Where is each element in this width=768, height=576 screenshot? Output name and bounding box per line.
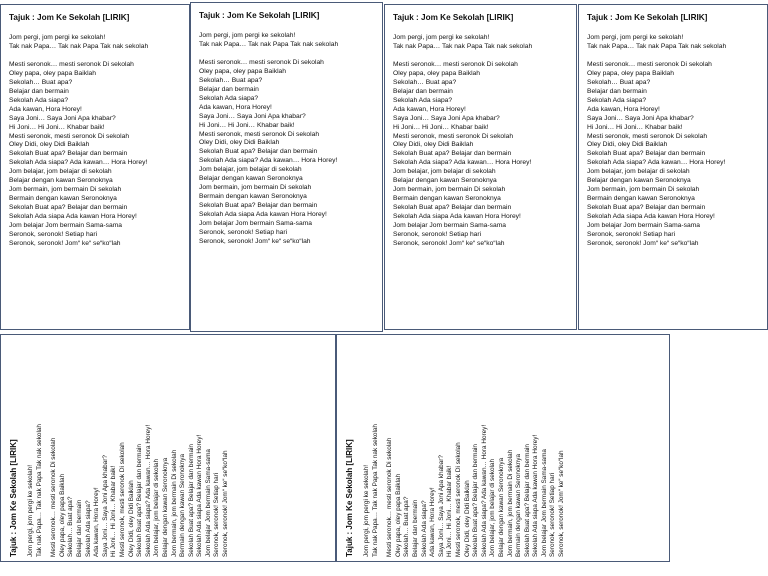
lyric-line: Sekolah Ada siapa? Ada kawan… Hora Horey! xyxy=(587,159,726,167)
lyric-title: Tajuk : Jom Ke Sekolah [LIRIK] xyxy=(587,13,708,22)
lyric-line: Sekolah Ada siapa? xyxy=(420,500,428,557)
lyric-line: Belajar dengan kawan Seronoknya xyxy=(587,177,691,185)
lyric-line: Oley papa, oley papa Baiklah xyxy=(9,69,96,77)
lyric-card-3 xyxy=(384,4,577,330)
lyric-line: Mesti seronok, mesti seronok Di sekolah xyxy=(199,130,320,138)
lyric-line: Sekolah… Buat apa? xyxy=(587,78,651,86)
lyric-line: Hi Joni… Hi Joni… Khabar baik! xyxy=(9,123,105,131)
lyric-line: Sekolah Ada siapa? xyxy=(9,96,69,104)
lyric-line: Seronok, seronok! Jom“ ke“ se“ko“lah xyxy=(393,239,505,247)
stanza-2 xyxy=(393,61,572,249)
lyric-line: Oley Didi, oley Didi Baiklah xyxy=(463,480,471,557)
lyric-line: Mesti seronok, mesti seronok Di sekolah xyxy=(9,132,130,140)
lyric-line: Belajar dengan kawan Seronoknya xyxy=(199,175,303,183)
lyric-line: Jom belajar Jom bermain Sama-sama xyxy=(540,449,548,557)
lyric-line: Sekolah Ada siapa Ada kawan Hora Horey! xyxy=(196,434,204,557)
lyric-line: Sekolah… Buat apa? xyxy=(67,496,75,557)
lyric-line: Oley Didi, oley Didi Baiklah xyxy=(393,141,474,149)
lyric-card-1 xyxy=(0,4,190,330)
lyric-line: Sekolah Ada siapa? xyxy=(84,500,92,557)
stanza-2 xyxy=(386,343,566,557)
lyric-line: Seronok, seronok! Setiap hari xyxy=(549,472,557,557)
lyric-line: Tak nak Papa… Tak nak Papa Tak nak sekolah xyxy=(9,42,149,50)
lyric-line: Oley Didi, oley Didi Baiklah xyxy=(9,141,90,149)
lyric-line: Sekolah Ada siapa? Ada kawan… Hora Horey! xyxy=(480,424,488,557)
lyric-line: Sekolah Buat apa? Belajar dan bermain xyxy=(393,204,512,212)
lyric-line: Saya Joni… Saya Joni Apa khabar? xyxy=(9,114,116,122)
lyric-line: Saya Joni… Saya Joni Apa khabar? xyxy=(199,112,306,120)
lyric-line: Seronok, seronok! Setiap hari xyxy=(9,231,98,239)
lyric-card-content xyxy=(191,3,382,251)
stanza-1 xyxy=(9,34,185,52)
lyric-line: Mesti seronok, mesti seronok Di sekolah xyxy=(454,442,462,557)
lyric-card-2 xyxy=(190,2,383,332)
lyric-line: Jom pergi, jom pergi ke sekolah! xyxy=(393,34,490,41)
lyric-line: Ada kawan, Hora Horey! xyxy=(429,487,437,557)
lyric-line: Hi Joni… Hi Joni… Khabar baik! xyxy=(393,123,489,131)
lyric-line: Mesti seronok, mesti seronok Di sekolah xyxy=(393,132,514,140)
lyric-line: Seronok, seronok! Setiap hari xyxy=(213,472,221,557)
lyric-line: Jom belajar Jom bermain Sama-sama xyxy=(9,222,122,230)
lyric-line: Sekolah Ada siapa Ada kawan Hora Horey! xyxy=(393,213,521,221)
lyric-line: Belajar dan bermain xyxy=(75,499,83,557)
lyric-card-content xyxy=(337,339,571,562)
lyric-line: Jom belajar, jom belajar di sekolah xyxy=(393,168,496,176)
lyric-line: Seronok, seronok! Jom“ ke“ se“ko“lah xyxy=(558,450,566,557)
lyric-line: Jom pergi, jom pergi ke sekolah! xyxy=(363,465,370,557)
lyric-line: Sekolah Buat apa? Belajar dan bermain xyxy=(472,444,480,557)
lyric-line: Saya Joni… Saya Joni Apa khabar? xyxy=(587,114,694,122)
lyric-line: Oley Didi, oley Didi Baiklah xyxy=(587,141,668,149)
lyric-line: Seronok, seronok! Jom“ ke“ se“ko“lah xyxy=(587,239,699,247)
lyric-line: Bermain dengan kawan Seronoknya xyxy=(515,453,523,557)
lyric-line: Sekolah Ada siapa? xyxy=(587,96,647,104)
lyric-line: Seronok, seronok! Setiap hari xyxy=(199,229,288,237)
lyric-line: Jom belajar Jom bermain Sama-sama xyxy=(204,449,212,557)
lyric-line: Sekolah Ada siapa Ada kawan Hora Horey! xyxy=(9,213,137,221)
lyric-line: Sekolah Buat apa? Belajar dan bermain xyxy=(136,444,144,557)
stanza-1 xyxy=(393,34,572,52)
lyric-line: Jom belajar, jom belajar di sekolah xyxy=(153,458,161,557)
lyric-card-content xyxy=(1,5,189,253)
lyric-line: Sekolah Buat apa? Belajar dan bermain xyxy=(199,148,318,156)
stanza-1 xyxy=(27,343,44,557)
lyric-line: Sekolah Ada siapa Ada kawan Hora Horey! xyxy=(532,434,540,557)
lyric-card-rotated-1 xyxy=(0,334,336,562)
lyric-line: Belajar dengan kawan Seronoknya xyxy=(161,457,169,557)
lyric-line: Mesti seronok… mesti seronok Di sekolah xyxy=(9,60,134,68)
lyric-line: Sekolah Ada siapa? Ada kawan… Hora Horey! xyxy=(199,157,338,165)
lyric-line: Saya Joni… Saya Joni Apa khabar? xyxy=(101,455,109,557)
lyric-line: Sekolah Buat apa? Belajar dan bermain xyxy=(199,202,318,210)
lyric-line: Sekolah Buat apa? Belajar dan bermain xyxy=(587,150,706,158)
lyric-line: Jom belajar Jom bermain Sama-sama xyxy=(199,220,312,228)
lyric-line: Mesti seronok, mesti seronok Di sekolah xyxy=(118,442,126,557)
lyric-line: Ada kawan, Hora Horey! xyxy=(93,487,101,557)
lyric-title: Tajuk : Jom Ke Sekolah [LIRIK] xyxy=(199,11,320,20)
lyric-line: Sekolah Buat apa? Belajar dan bermain xyxy=(587,204,706,212)
lyric-line: Jom bermain, jom bermain Di sekolah xyxy=(587,186,700,194)
stanza-1 xyxy=(587,34,763,52)
lyric-title: Tajuk : Jom Ke Sekolah [LIRIK] xyxy=(9,439,18,557)
lyric-line: Ada kawan, Hora Horey! xyxy=(9,105,82,113)
lyric-line: Saya Joni… Saya Joni Apa khabar? xyxy=(393,114,500,122)
lyric-line: Bermain dengan kawan Seronoknya xyxy=(393,195,501,203)
lyric-line: Oley papa, oley papa Baiklah xyxy=(58,473,66,557)
lyric-line: Belajar dan bermain xyxy=(199,85,259,93)
lyric-line: Sekolah Ada siapa? xyxy=(393,96,453,104)
lyric-line: Oley papa, oley papa Baiklah xyxy=(393,69,480,77)
lyric-line: Belajar dengan kawan Seronoknya xyxy=(9,177,113,185)
lyric-line: Jom belajar, jom belajar di sekolah xyxy=(587,168,690,176)
lyric-title: Tajuk : Jom Ke Sekolah [LIRIK] xyxy=(345,439,354,557)
lyric-line: Jom pergi, jom pergi ke sekolah! xyxy=(27,465,34,557)
lyric-line: Seronok, seronok! Jom“ ke“ se“ko“lah xyxy=(9,239,121,247)
lyric-line: Ada kawan, Hora Horey! xyxy=(393,105,466,113)
lyric-line: Mesti seronok… mesti seronok Di sekolah xyxy=(587,60,712,68)
lyric-line: Mesti seronok… mesti seronok Di sekolah xyxy=(393,60,518,68)
lyric-line: Tak nak Papa… Tak nak Papa Tak nak sekolah xyxy=(35,424,43,557)
lyric-line: Seronok, seronok! Setiap hari xyxy=(393,231,482,239)
lyric-line: Sekolah Ada siapa? Ada kawan… Hora Horey! xyxy=(393,159,532,167)
lyric-line: Jom belajar Jom bermain Sama-sama xyxy=(393,222,506,230)
lyric-line: Bermain dengan kawan Seronoknya xyxy=(199,193,307,201)
lyric-card-content xyxy=(579,5,767,253)
lyric-line: Tak nak Papa… Tak nak Papa Tak nak sekolah xyxy=(371,424,379,557)
lyric-line: Mesti seronok… mesti seronok Di sekolah xyxy=(386,437,394,557)
lyric-line: Seronok, seronok! Setiap hari xyxy=(587,231,676,239)
lyric-card-content xyxy=(1,339,235,562)
lyric-line: Jom pergi, jom pergi ke sekolah! xyxy=(199,32,296,39)
lyric-line: Oley Didi, oley Didi Baiklah xyxy=(199,139,280,147)
lyric-line: Belajar dengan kawan Seronoknya xyxy=(497,457,505,557)
lyric-line: Oley papa, oley papa Baiklah xyxy=(587,69,674,77)
lyric-line: Sekolah… Buat apa? xyxy=(393,78,457,86)
lyric-line: Hi Joni… Hi Joni… Khabar baik! xyxy=(446,465,454,557)
lyric-line: Sekolah Buat apa? Belajar dan bermain xyxy=(393,150,512,158)
lyric-line: Oley Didi, oley Didi Baiklah xyxy=(127,480,135,557)
stanza-2 xyxy=(587,61,763,249)
lyric-line: Tak nak Papa… Tak nak Papa Tak nak sekolah xyxy=(587,42,727,50)
lyric-line: Sekolah Ada siapa Ada kawan Hora Horey! xyxy=(587,213,715,221)
stanza-2 xyxy=(199,59,378,247)
lyric-line: Sekolah… Buat apa? xyxy=(403,496,411,557)
lyric-line: Belajar dan bermain xyxy=(411,499,419,557)
lyric-line: Sekolah Buat apa? Belajar dan bermain xyxy=(523,444,531,557)
lyric-line: Jom belajar Jom bermain Sama-sama xyxy=(587,222,700,230)
stanza-2 xyxy=(9,61,185,249)
lyric-line: Belajar dan bermain xyxy=(9,87,69,95)
stanza-1 xyxy=(199,32,378,50)
stanza-1 xyxy=(363,343,380,557)
lyric-line: Oley papa, oley papa Baiklah xyxy=(199,67,286,75)
lyric-line: Jom belajar, jom belajar di sekolah xyxy=(199,166,302,174)
lyric-line: Sekolah… Buat apa? xyxy=(199,76,263,84)
lyric-line: Hi Joni… Hi Joni… Khabar baik! xyxy=(199,121,295,129)
lyric-line: Jom bermain, jom bermain Di sekolah xyxy=(199,184,312,192)
lyric-line: Tak nak Papa… Tak nak Papa Tak nak sekolah xyxy=(199,40,339,48)
lyric-line: Jom pergi, jom pergi ke sekolah! xyxy=(587,34,684,41)
lyric-line: Sekolah Ada siapa? Ada kawan… Hora Horey! xyxy=(144,424,152,557)
lyric-line: Hi Joni… Hi Joni… Khabar baik! xyxy=(587,123,683,131)
lyric-line: Sekolah Ada siapa? Ada kawan… Hora Horey! xyxy=(9,159,148,167)
lyric-line: Bermain dengan kawan Seronoknya xyxy=(587,195,695,203)
lyric-line: Jom bermain, jom bermain Di sekolah xyxy=(506,449,514,557)
lyric-line: Jom belajar, jom belajar di sekolah xyxy=(9,168,112,176)
lyric-line: Jom pergi, jom pergi ke sekolah! xyxy=(9,34,106,41)
lyric-line: Tak nak Papa… Tak nak Papa Tak nak sekolah xyxy=(393,42,533,50)
lyric-line: Sekolah Buat apa? Belajar dan bermain xyxy=(9,204,128,212)
lyric-card-rotated-2 xyxy=(336,334,670,562)
lyric-line: Mesti seronok… mesti seronok Di sekolah xyxy=(199,58,324,66)
lyric-line: Seronok, seronok! Jom“ ke“ se“ko“lah xyxy=(222,450,230,557)
lyric-title: Tajuk : Jom Ke Sekolah [LIRIK] xyxy=(9,13,130,22)
lyric-line: Oley papa, oley papa Baiklah xyxy=(394,473,402,557)
lyric-line: Sekolah Ada siapa? xyxy=(199,94,259,102)
lyric-title: Tajuk : Jom Ke Sekolah [LIRIK] xyxy=(393,13,514,22)
lyric-line: Sekolah Ada siapa Ada kawan Hora Horey! xyxy=(199,211,327,219)
lyric-line: Belajar dan bermain xyxy=(587,87,647,95)
lyric-line: Ada kawan, Hora Horey! xyxy=(199,103,272,111)
lyric-line: Jom bermain, jom bermain Di sekolah xyxy=(170,449,178,557)
lyric-line: Hi Joni… Hi Joni… Khabar baik! xyxy=(110,465,118,557)
lyric-line: Saya Joni… Saya Joni Apa khabar? xyxy=(437,455,445,557)
lyric-line: Mesti seronok… mesti seronok Di sekolah xyxy=(50,437,58,557)
lyric-line: Jom belajar, jom belajar di sekolah xyxy=(489,458,497,557)
lyric-card-content xyxy=(385,5,576,253)
lyric-line: Ada kawan, Hora Horey! xyxy=(587,105,660,113)
lyric-line: Bermain dengan kawan Seronoknya xyxy=(179,453,187,557)
lyric-card-4 xyxy=(578,4,768,330)
lyric-line: Bermain dengan kawan Seronoknya xyxy=(9,195,117,203)
lyric-line: Sekolah Buat apa? Belajar dan bermain xyxy=(187,444,195,557)
lyric-line: Jom bermain, jom bermain Di sekolah xyxy=(393,186,506,194)
lyric-line: Sekolah Buat apa? Belajar dan bermain xyxy=(9,150,128,158)
stanza-2 xyxy=(50,343,230,557)
lyric-line: Belajar dengan kawan Seronoknya xyxy=(393,177,497,185)
lyric-line: Jom bermain, jom bermain Di sekolah xyxy=(9,186,122,194)
lyric-line: Belajar dan bermain xyxy=(393,87,453,95)
lyric-line: Mesti seronok, mesti seronok Di sekolah xyxy=(587,132,708,140)
lyric-line: Seronok, seronok! Jom“ ke“ se“ko“lah xyxy=(199,237,311,245)
lyric-line: Sekolah… Buat apa? xyxy=(9,78,73,86)
